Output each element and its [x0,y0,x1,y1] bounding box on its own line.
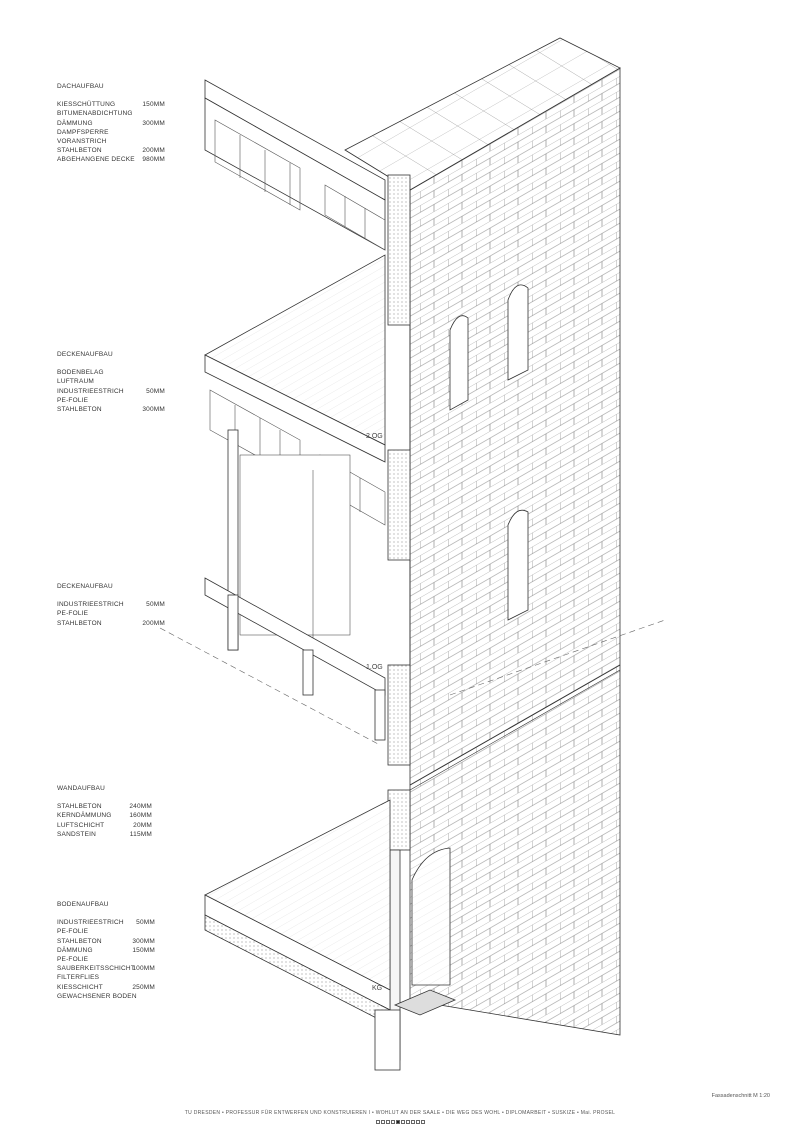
page-dot[interactable] [416,1120,420,1124]
page-dot[interactable] [386,1120,390,1124]
layer-row: PE-FOLIE [57,396,89,404]
layer-row: INDUSTRIEESTRICH 50MM [57,387,165,395]
page-indicator [376,1120,425,1124]
layer-row: INDUSTRIEESTRICH 50MM [57,919,155,927]
layer-row: ABGEHANGENE DECKE 980MM [57,156,165,164]
layer-row: FILTERFLIES [57,974,100,982]
layer-heading: BODENAUFBAU [57,901,109,908]
layer-row: BODENBELAG [57,369,104,377]
layer-row: PE-FOLIE [57,928,89,936]
layer-row: DÄMMUNG 150MM [57,946,155,954]
layer-heading: WANDAUFBAU [57,785,105,792]
page-dot[interactable] [381,1120,385,1124]
page-dot[interactable] [391,1120,395,1124]
page-dot[interactable] [406,1120,410,1124]
layer-row: PE-FOLIE [57,956,89,964]
level-label-2og: 2.OG [366,433,383,440]
layer-row: PE-FOLIE [57,610,89,618]
layer-row: KERNDÄMMUNG 160MM [57,812,152,820]
layer-heading: DECKENAUFBAU [57,351,113,358]
layer-row: DAMPFSPERRE [57,128,109,136]
layer-row: INDUSTRIEESTRICH 50MM [57,601,165,609]
layer-row: DÄMMUNG 300MM [57,119,165,127]
floor-2og [205,255,385,650]
layer-block-floor [57,900,155,1001]
layer-row: KIESSCHICHT 250MM [57,983,155,991]
layer-block-ceiling-1og [57,582,165,628]
page-dot[interactable] [411,1120,415,1124]
layer-row: STAHLBETON 200MM [57,619,165,627]
drawing-caption: Fassadenschnitt M 1:20 [711,1093,770,1099]
layer-row: STAHLBETON 200MM [57,147,165,155]
layer-row: SAUBERKEITSSCHICHT 100MM [57,965,155,973]
level-label-1og: 1.OG [366,664,383,671]
layer-row: STAHLBETON 300MM [57,406,165,414]
layer-block-wall [57,784,152,839]
layer-row: BITUMENABDICHTUNG [57,110,133,118]
roof-slab [205,80,385,250]
page-dot[interactable] [421,1120,425,1124]
wall-section [388,175,410,1060]
page-dot[interactable] [401,1120,405,1124]
layer-heading: DACHAUFBAU [57,83,104,90]
layer-heading: DECKENAUFBAU [57,583,113,590]
layer-row: SANDSTEIN 115MM [57,830,152,838]
layer-row: LUFTSCHICHT 20MM [57,821,152,829]
layer-row: LUFTRAUM [57,378,94,386]
layer-block-ceiling-2og [57,350,165,414]
page-dot-active[interactable] [396,1120,400,1124]
layer-block-roof [57,82,165,165]
footer-credits: TU DRESDEN • PROFESSUR FÜR ENTWERFEN UND KONSTRUIEREN I • WOHLUT AN DER SAALE • DIE WEG DES WOHL • DIPLOMARBEIT • SUSKIZE • Mai. PROSEL [184,1110,616,1116]
layer-row: STAHLBETON 300MM [57,937,155,945]
layer-row: VORANSTRICH [57,138,107,146]
page-dot[interactable] [376,1120,380,1124]
level-label-kg: KG [372,985,383,992]
layer-row: STAHLBETON 240MM [57,803,152,811]
layer-row: KIESSCHÜTTUNG 150MM [57,101,165,109]
layer-row: GEWACHSENER BODEN [57,992,137,1000]
